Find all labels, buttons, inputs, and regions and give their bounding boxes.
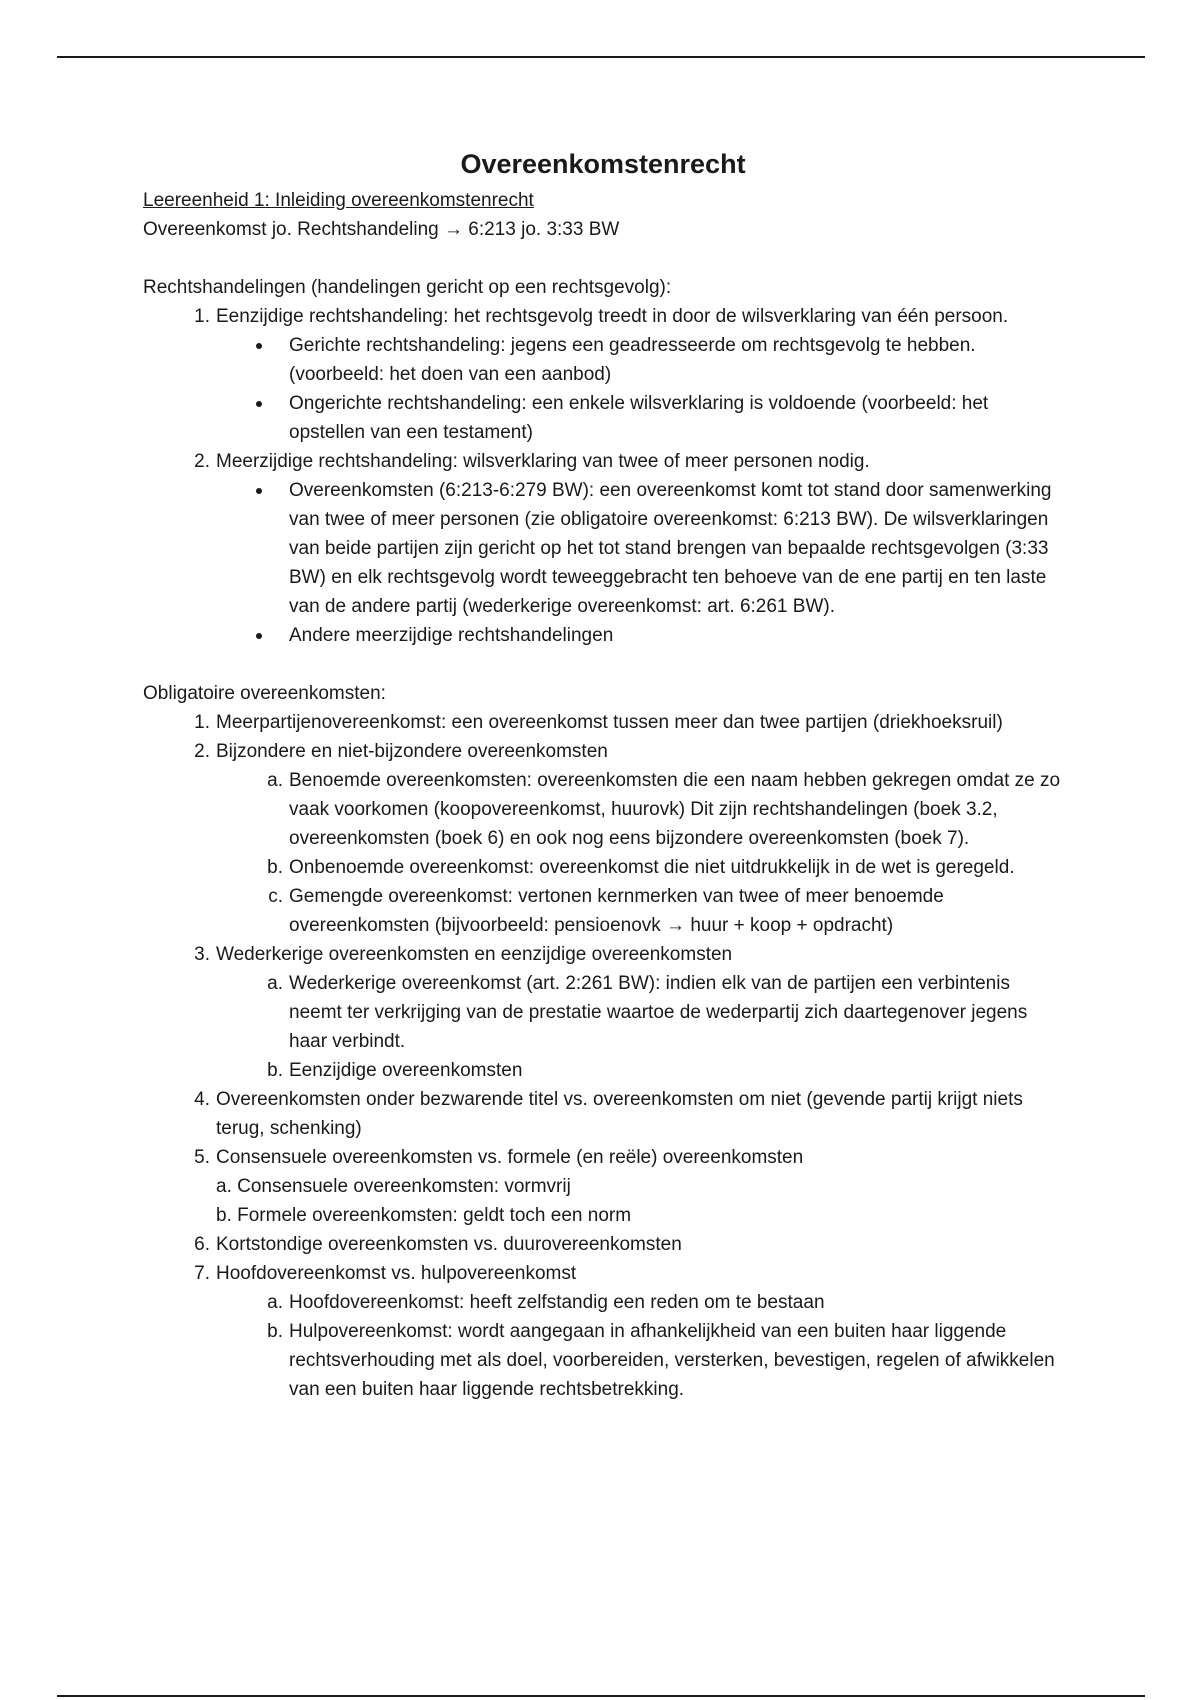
plain-sub-line: b. Formele overeenkomsten: geldt toch een norm [216, 1205, 632, 1226]
list-number: 6. [194, 1234, 210, 1255]
plain-sub-line: a. Consensuele overeenkomsten: vormvrij [216, 1176, 571, 1197]
sub-item [267, 766, 1063, 853]
sub-item-text: Onbenoemde overeenkomst: overeenkomst die niet uitdrukkelijk in de wet is geregeld. [289, 857, 1015, 878]
bullet-icon [256, 633, 262, 639]
bullet-icon [256, 488, 262, 494]
list-number: 5. [194, 1147, 210, 1168]
rechtshandelingen-list [143, 302, 1063, 650]
list-item [194, 940, 1063, 969]
bullet-item [289, 389, 1063, 447]
sub-letter: a. [267, 1292, 283, 1313]
intro-line: Overeenkomst jo. Rechtshandeling → 6:213 jo. 3:33 BW [143, 219, 620, 240]
list-number: 4. [194, 1089, 210, 1110]
sub-letter: a. [267, 770, 283, 791]
list-item-text: Consensuele overeenkomsten vs. formele (en reële) overeenkomsten [216, 1147, 804, 1168]
bullet-icon [256, 401, 262, 407]
list-item [194, 708, 1063, 737]
footer-rule [57, 1695, 1145, 1697]
document-page [143, 142, 1063, 1404]
header-rule [57, 56, 1145, 58]
list-number: 2. [194, 451, 210, 472]
rechtshandelingen-heading: Rechtshandelingen (handelingen gericht op een rechtsgevolg): [143, 277, 672, 298]
list-item-text: Overeenkomsten onder bezwarende titel vs. overeenkomsten om niet (gevende partij krijgt niets terug, schenking) [216, 1089, 1023, 1139]
list-number: 3. [194, 944, 210, 965]
unit-heading: Leereenheid 1: Inleiding overeenkomstenrecht [143, 190, 534, 211]
bullet-item [289, 621, 1063, 650]
list-item-text: Bijzondere en niet-bijzondere overeenkomsten [216, 741, 608, 762]
sub-item-text: Hulpovereenkomst: wordt aangegaan in afhankelijkheid van een buiten haar liggende rechtsverhouding met als doel, voorbereiden, versterken, bevestigen, regelen of afwikkelen van een buiten haar liggende rechtsbetrekking. [289, 1321, 1055, 1400]
list-item [194, 1230, 1063, 1259]
sub-letter: a. [267, 973, 283, 994]
list-item-text: Eenzijdige rechtshandeling: het rechtsgevolg treedt in door de wilsverklaring van één persoon. [216, 306, 1009, 327]
sub-letter: b. [267, 1321, 283, 1342]
sub-letter: c. [268, 886, 283, 907]
sub-item-text: Wederkerige overeenkomst (art. 2:261 BW): indien elk van de partijen een verbintenis neemt ter verkrijging van de prestatie waartoe de wederpartij zich daartegenover jegens haar verbindt. [289, 973, 1028, 1052]
bullet-icon [256, 343, 262, 349]
list-item-text: Wederkerige overeenkomsten en eenzijdige overeenkomsten [216, 944, 733, 965]
list-item [194, 1085, 1063, 1143]
list-item-text: Meerpartijenovereenkomst: een overeenkomst tussen meer dan twee partijen (driekhoeksruil) [216, 712, 1003, 733]
list-item-text: Meerzijdige rechtshandeling: wilsverklaring van twee of meer personen nodig. [216, 451, 870, 472]
list-item-text: Hoofdovereenkomst vs. hulpovereenkomst [216, 1263, 577, 1284]
list-item-text: Kortstondige overeenkomsten vs. duurovereenkomsten [216, 1234, 682, 1255]
sub-item-text: Gemengde overeenkomst: vertonen kernmerken van twee of meer benoemde overeenkomsten (bijvoorbeeld: pensioenovk → huur + koop + opdracht) [289, 886, 944, 936]
list-item [194, 302, 1063, 331]
sub-item [267, 1056, 1063, 1085]
sub-item-text: Hoofdovereenkomst: heeft zelfstandig een reden om te bestaan [289, 1292, 825, 1313]
sub-item-text: Eenzijdige overeenkomsten [289, 1060, 523, 1081]
bullet-item [289, 331, 1063, 389]
list-item [194, 737, 1063, 766]
bullet-text: Overeenkomsten (6:213-6:279 BW): een overeenkomst komt tot stand door samenwerking van twee of meer personen (zie obligatoire overeenkomst: 6:213 BW). De wilsverklaringen van beide partijen zijn gericht op het tot stand brengen van bepaalde rechtsgevolgen (3:33 BW) en elk rechtsgevolg wordt teweeggebracht ten behoeve van de ene partij en ten laste van de andere partij (wederkerige overeenkomst: art. 6:261 BW). [289, 480, 1052, 617]
list-number: 2. [194, 741, 210, 762]
list-number: 7. [194, 1263, 210, 1284]
sub-item [267, 853, 1063, 882]
bullet-text: Ongerichte rechtshandeling: een enkele wilsverklaring is voldoende (voorbeeld: het opstellen van een testament) [289, 393, 989, 443]
sub-item [268, 882, 1063, 940]
list-number: 1. [194, 712, 210, 733]
list-item [194, 1143, 1063, 1172]
sub-item-text: Benoemde overeenkomsten: overeenkomsten die een naam hebben gekregen omdat ze zo vaak voorkomen (koopovereenkomst, huurovk) Dit zijn rechtshandelingen (boek 3.2, overeenkomsten (boek 6) en ook nog eens bijzondere overeenkomsten (boek 7). [289, 770, 1061, 849]
obligatoire-list [143, 708, 1063, 1404]
sub-item [267, 1317, 1063, 1404]
bullet-text: Andere meerzijdige rechtshandelingen [289, 625, 614, 646]
sub-letter: b. [267, 857, 283, 878]
bullet-text: Gerichte rechtshandeling: jegens een geadresseerde om rechtsgevolg te hebben. (voorbeeld: het doen van een aanbod) [289, 335, 976, 385]
list-item [194, 1259, 1063, 1288]
sub-item [267, 1288, 1063, 1317]
bullet-item [289, 476, 1063, 621]
obligatoire-heading: Obligatoire overeenkomsten: [143, 683, 386, 704]
list-item [194, 447, 1063, 476]
sub-letter: b. [267, 1060, 283, 1081]
list-number: 1. [194, 306, 210, 327]
document-title: Overeenkomstenrecht [460, 149, 746, 179]
sub-item [267, 969, 1063, 1056]
